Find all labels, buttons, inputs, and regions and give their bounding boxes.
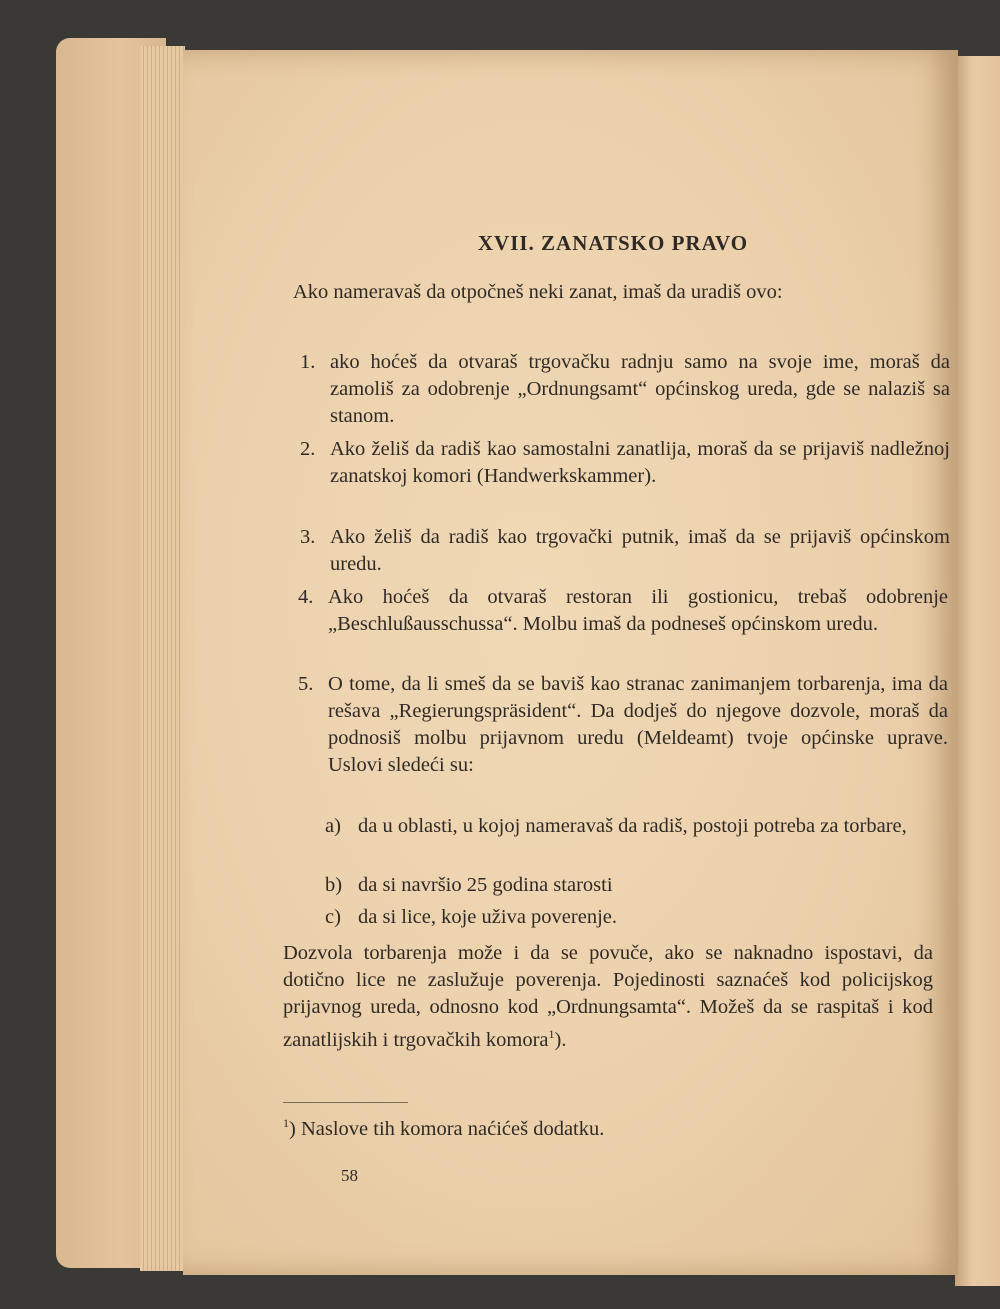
chapter-heading: XVII. ZANATSKO PRAVO xyxy=(477,231,749,255)
list-item-text: Ako želiš da radiš kao trgovački putnik, imaš da se prijaviš općinskom uredu. xyxy=(330,526,950,575)
footnote-text: ) Naslove tih komora naćićeš dodatku. xyxy=(289,1117,605,1140)
closing-end: ). xyxy=(554,1028,567,1051)
sub-list-item xyxy=(325,872,948,899)
sub-list-item-text: da si lice, koje uživa poverenje. xyxy=(358,906,617,928)
list-item-text: O tome, da li smeš da se baviš kao stranac zanimanjem torbarenja, ima da rešava „Regierungspräsident“. Da dodješ do njegove dozvole, moraš da podnosiš molbu prijavnom uredu (Meldeamt) tvoje općinske uprave. Uslovi sledeći su: xyxy=(328,673,948,776)
footnote-divider xyxy=(283,1102,408,1103)
list-item-number: 4. xyxy=(298,586,314,608)
book-cover-right xyxy=(955,56,1000,1286)
list-item xyxy=(300,524,950,578)
sub-list-item xyxy=(325,904,948,931)
page-edges xyxy=(140,46,185,1271)
sub-list-item-letter: b) xyxy=(325,874,343,896)
sub-list-item-text: da si navršio 25 godina starosti xyxy=(358,874,613,896)
closing-paragraph xyxy=(283,940,933,1054)
book-page xyxy=(183,50,958,1275)
page-number: 58 xyxy=(341,1166,358,1185)
list-item xyxy=(298,671,948,779)
footnote-mark: 1 xyxy=(283,1116,289,1130)
list-item-text: ako hoćeš da otvaraš trgovačku radnju samo na svoje ime, moraš da zamoliš za odobrenje „Ordnungsamt“ općinskog ureda, gde se nalaziš sa stanom. xyxy=(330,351,950,427)
list-item xyxy=(298,584,948,638)
list-item-number: 3. xyxy=(300,526,316,548)
list-item-number: 5. xyxy=(298,673,314,695)
sub-list-item-letter: a) xyxy=(325,815,341,837)
footnote xyxy=(283,1110,933,1143)
list-item xyxy=(300,436,950,490)
list-item-text: Ako želiš da radiš kao samostalni zanatlija, moraš da se prijaviš nadležnoj zanatskoj komori (Handwerkskammer). xyxy=(330,438,950,487)
list-item-number: 1. xyxy=(300,351,316,373)
footnote-reference: 1 xyxy=(548,1027,555,1041)
list-item-number: 2. xyxy=(300,438,316,460)
intro-paragraph: Ako nameravaš da otpočneš neki zanat, imaš da uradiš ovo: xyxy=(293,281,783,303)
closing-text: Dozvola torbarenja može i da se povuče, ako se naknadno ispostavi, da dotično lice ne zaslužuje poverenja. Pojedinosti saznaćeš kod policijskog prijavnog ureda, odnosno kod „Ordnungsamta“. Možeš da se raspitaš i kod zanatlijskih i trgovačkih komora xyxy=(283,942,933,1051)
sub-list-item-text: da u oblasti, u kojoj nameravaš da radiš, postoji potreba za torbare, xyxy=(358,815,907,837)
sub-list-item xyxy=(325,813,948,840)
sub-list-item-letter: c) xyxy=(325,906,341,928)
list-item-text: Ako hoćeš da otvaraš restoran ili gostionicu, trebaš odobrenje „Beschlußausschussa“. Molbu imaš da podneseš općinskom uredu. xyxy=(328,586,948,635)
list-item xyxy=(300,349,950,430)
